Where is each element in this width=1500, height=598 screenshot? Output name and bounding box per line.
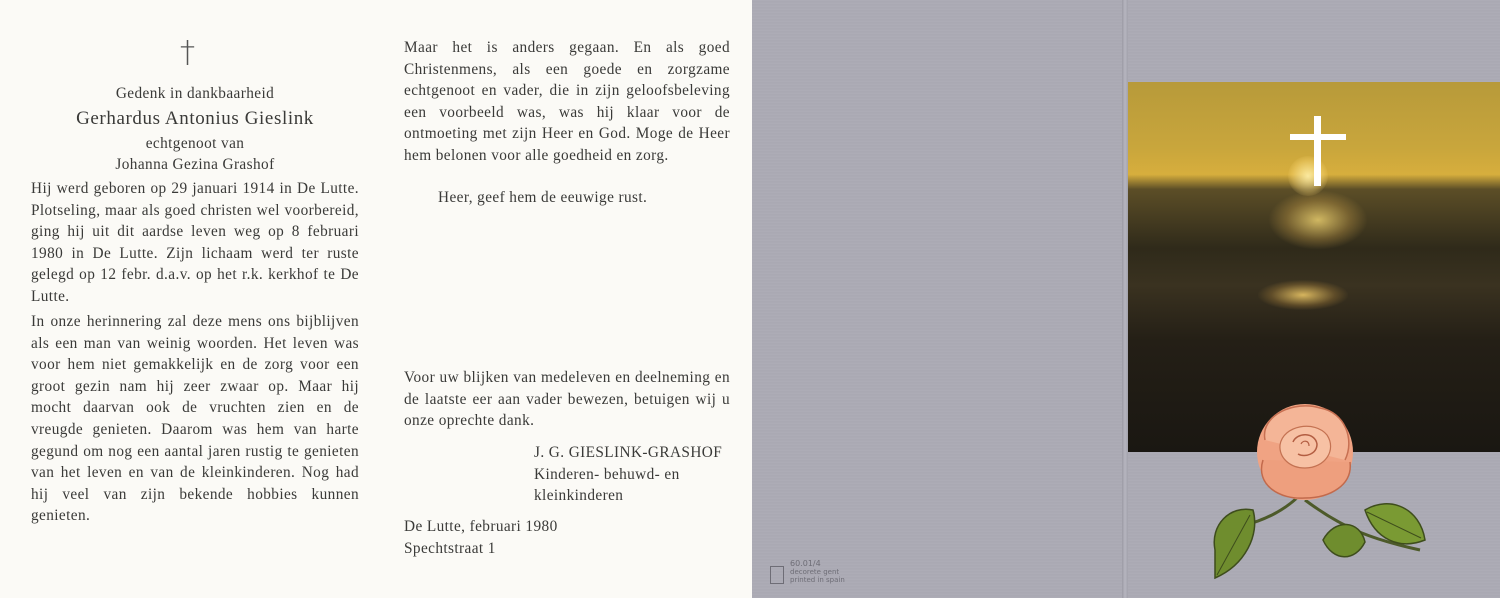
imprint-line-2: printed in spain bbox=[790, 576, 845, 584]
thanks-paragraph bbox=[404, 367, 730, 432]
heading: Gedenk in dankbaarheid bbox=[115, 85, 275, 102]
deceased-name: Gerhardus Antonius Gieslink bbox=[76, 108, 314, 129]
signature-block bbox=[534, 442, 744, 507]
spouse-name: Johanna Gezina Grashof bbox=[115, 156, 275, 173]
printer-logo-icon bbox=[770, 566, 784, 584]
white-cross-icon bbox=[1290, 116, 1346, 186]
water-reflection bbox=[1268, 190, 1368, 250]
faith-paragraph bbox=[404, 37, 730, 167]
biography-paragraph bbox=[31, 178, 359, 308]
signature-grandchildren: kleinkinderen bbox=[534, 487, 624, 505]
biography-text: Hij werd geboren op 29 januari 1914 in De Lutte. Plotseling, maar als goed christen wel voorbereid, ging hij uit dit aardse leven weg op 8 februari 1980 in De Lutte. Zijn lichaam werd ter ruste gelegd op 12 febr. d.a.v. op het r.k. kerkhof te De Lutte. bbox=[31, 180, 359, 305]
prayer-line: Heer, geef hem de eeuwige rust. bbox=[438, 189, 648, 206]
imprint-line-1: decorete gent bbox=[790, 568, 840, 576]
place-date: De Lutte, februari 1980 bbox=[404, 518, 558, 535]
rose-icon bbox=[1205, 400, 1440, 585]
thanks-text: Voor uw blijken van medeleven en deelneming en de laatste eer aan vader bewezen, betuigen wij u onze oprechte dank. bbox=[404, 369, 730, 430]
water-reflection-lower bbox=[1258, 280, 1348, 310]
remembrance-paragraph bbox=[31, 311, 359, 527]
place-date-block bbox=[404, 516, 704, 559]
faith-text: Maar het is anders gegaan. En als goed Christenmens, als een goede en zorgzame echtgenoot en vader, die in zijn geloofsbeleving een voorbeeld was, was hij klaar voor de ontmoeting met zijn Heer en God. Moge de Heer hem belonen voor alle goedheid en zorg. bbox=[404, 39, 730, 164]
cross-icon: † bbox=[180, 35, 196, 70]
imprint-code: 60.01/4 bbox=[790, 559, 821, 568]
address: Spechtstraat 1 bbox=[404, 539, 496, 557]
signature-widow: J. G. GIESLINK-GRASHOF bbox=[534, 444, 723, 461]
remembrance-text: In onze herinnering zal deze mens ons bijblijven als een man van weinig woorden. Het leven was voor hem niet gemakkelijk en de zorg voor een groot gezin nam hij zeer zwaar op. Maar hij mocht daarvan ook de vruchten zien en de vreugde genieten. Daarom was hem van harte gegund om nog een aantal jaren rustig te genieten van het leven en van de kleinkinderen. Nog had hij veel van zijn bekende hobbies kunnen genieten. bbox=[31, 313, 359, 525]
printer-imprint bbox=[770, 560, 890, 590]
signature-children: Kinderen- behuwd- en bbox=[534, 465, 680, 483]
imprint-text bbox=[790, 560, 845, 584]
spouse-label: echtgenoot van bbox=[145, 135, 245, 152]
